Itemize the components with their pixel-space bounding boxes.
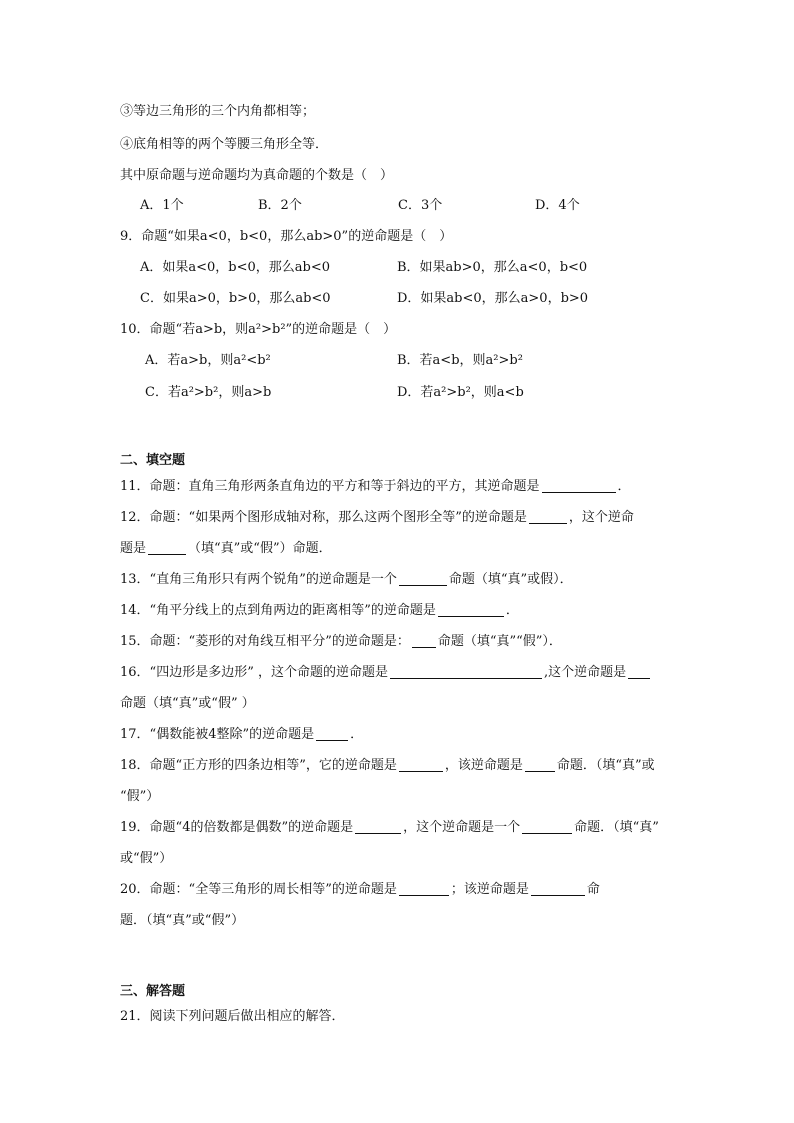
q16-text-2: ,这个逆命题是 xyxy=(543,665,627,680)
q21: 21．阅读下列问题后做出相应的解答． xyxy=(120,1009,345,1024)
answer-blank[interactable] xyxy=(525,758,555,772)
answer-blank[interactable] xyxy=(531,882,585,896)
answer-blank[interactable] xyxy=(529,510,567,524)
q19-text-2: ，这个逆命题是一个 xyxy=(403,820,521,835)
section-heading-answer: 三、解答题 xyxy=(120,984,186,999)
answer-blank[interactable] xyxy=(438,603,504,617)
q20-line1 xyxy=(120,881,600,899)
q18-text-3: 命题．（填“真”或 xyxy=(556,758,655,773)
q15 xyxy=(120,633,562,651)
q20-text-3: 命 xyxy=(586,882,600,897)
q19-line1 xyxy=(120,819,659,837)
q14-text: 14．“角平分线上的点到角两边的距离相等”的逆命题是 xyxy=(120,603,436,618)
q18-text-2: ，该逆命题是 xyxy=(444,758,523,773)
q12-text: 12．命题：“如果两个图形成轴对称，那么这两个图形全等”的逆命题是 xyxy=(120,510,527,525)
answer-blank[interactable] xyxy=(399,572,447,586)
q8-option-d: D．4个 xyxy=(535,198,580,213)
answer-blank[interactable] xyxy=(412,634,436,648)
q20-text: 20．命题：“全等三角形的周长相等”的逆命题是 xyxy=(120,882,397,897)
q14-end: ． xyxy=(505,603,519,618)
q10-option-a: A．若a>b，则a²<b² xyxy=(145,353,271,368)
answer-blank[interactable] xyxy=(148,541,186,555)
answer-blank[interactable] xyxy=(399,758,443,772)
q20-text-4: 题．（填“真”或“假”） xyxy=(120,913,245,928)
answer-blank[interactable] xyxy=(399,882,449,896)
section-heading-fill-in: 二、填空题 xyxy=(120,453,186,468)
q15-text-2: 命题（填“真”“假”）． xyxy=(437,634,562,649)
q10-option-b: B．若a<b，则a²>b² xyxy=(397,353,523,368)
q9-stem: 9．命题“如果a<0，b<0，那么ab>0”的逆命题是（ ） xyxy=(120,229,453,244)
q10-option-d: D．若a²>b²，则a<b xyxy=(397,385,524,400)
q9-option-c: C．如果a>0，b>0，那么ab<0 xyxy=(140,291,331,306)
answer-blank[interactable] xyxy=(522,820,572,834)
q8-item3: ③等边三角形的三个内角都相等； xyxy=(120,104,316,119)
q9-option-a: A．如果a<0，b<0，那么ab<0 xyxy=(140,260,331,275)
answer-blank[interactable] xyxy=(390,665,542,679)
q12-text-2: ，这个逆命 xyxy=(568,510,634,525)
q8-stem: 其中原命题与逆命题均为真命题的个数是（ ） xyxy=(120,168,394,183)
q12-line1 xyxy=(120,509,634,527)
q11-end: ． xyxy=(617,479,631,494)
q18-line2 xyxy=(120,788,159,806)
q19-text: 19．命题“4的倍数都是偶数”的逆命题是 xyxy=(120,820,354,835)
q15-text: 15．命题：“菱形的对角线互相平分”的逆命题是： xyxy=(120,634,410,649)
q14 xyxy=(120,602,519,620)
q20-line2 xyxy=(120,912,244,930)
q16-line1 xyxy=(120,664,652,682)
q10-stem: 10．命题“若a>b，则a²>b²”的逆命题是（ ） xyxy=(120,322,397,337)
q18-text: 18．命题“正方形的四条边相等”，它的逆命题是 xyxy=(120,758,397,773)
q18-text-4: “假”） xyxy=(120,789,160,804)
q13-text-2: 命题（填“真”或假）． xyxy=(448,572,573,587)
answer-blank[interactable] xyxy=(355,820,401,834)
q17-text: 17．“偶数能被4整除”的逆命题是 xyxy=(120,727,315,742)
q19-text-4: 或“假”） xyxy=(120,851,173,866)
q9-option-d: D．如果ab<0，那么a>0，b>0 xyxy=(397,291,589,306)
q8-option-c: C．3个 xyxy=(398,198,443,213)
q8-option-b: B．2个 xyxy=(258,198,302,213)
q17-end: ． xyxy=(350,727,364,742)
q18-line1 xyxy=(120,757,655,775)
q16-text: 16．“四边形是多边形” ，这个命题的逆命题是 xyxy=(120,665,388,680)
q19-line2 xyxy=(120,850,172,868)
q10-option-c: C．若a²>b²，则a>b xyxy=(145,385,272,400)
q13 xyxy=(120,571,573,589)
q11-text: 11．命题：直角三角形两条直角边的平方和等于斜边的平方，其逆命题是 xyxy=(120,479,540,494)
q19-text-3: 命题．（填“真” xyxy=(574,820,659,835)
q9-option-b: B．如果ab>0，那么a<0，b<0 xyxy=(397,260,588,275)
q11 xyxy=(120,478,631,496)
q12-text-3: 题是 xyxy=(120,541,147,556)
q16-text-3: 命题（填“真”或“假” ） xyxy=(120,696,255,711)
q13-text: 13．“直角三角形只有两个锐角”的逆命题是一个 xyxy=(120,572,397,587)
q17 xyxy=(120,726,363,744)
q8-item4: ④底角相等的两个等腰三角形全等． xyxy=(120,137,329,152)
answer-blank[interactable] xyxy=(542,479,616,493)
answer-blank[interactable] xyxy=(628,665,650,679)
q8-option-a: A．1个 xyxy=(140,198,184,213)
answer-blank[interactable] xyxy=(316,727,348,741)
q20-text-2: ；该逆命题是 xyxy=(450,882,529,897)
q12-line2 xyxy=(120,540,332,558)
q12-text-4: （填“真”或“假”）命题． xyxy=(188,541,332,556)
q16-line2 xyxy=(120,695,255,713)
